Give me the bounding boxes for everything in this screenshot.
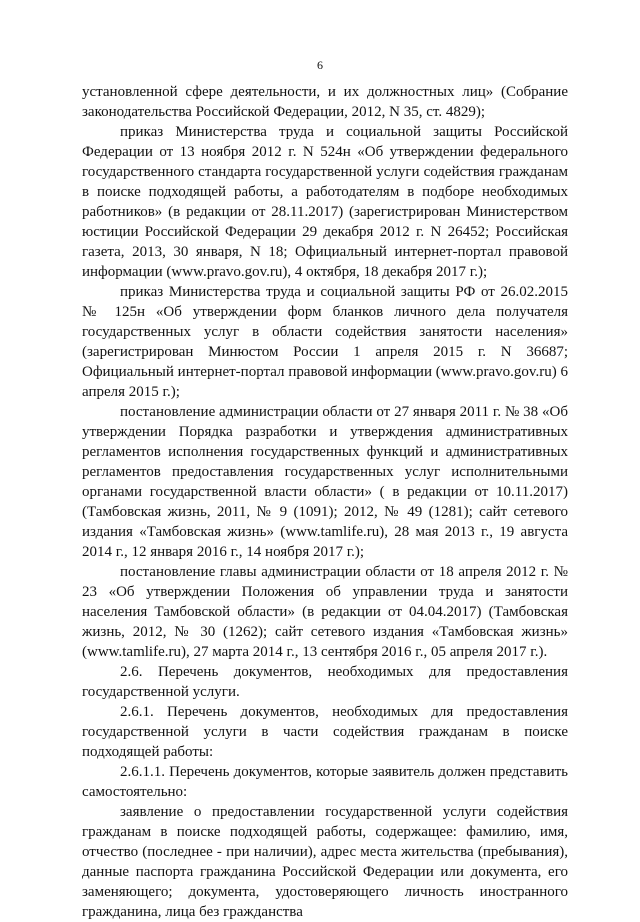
section-heading-2-6: 2.6. Перечень документов, необходимых для предоставления государственной услуги.	[82, 664, 568, 700]
paragraph-application-content: заявление о предоставлении государственной услуги содействия гражданам в поиске подходящей работы, содержащее: фамилию, имя, отчество (последнее - при наличии), адрес места жительства (пребывания), данные паспорта гражданина Российской Федерации или документа, его заменяющего; документа, удостоверяющего личность иностранного гражданина, лица без гражданства	[82, 804, 568, 920]
paragraph-order-524n: приказ Министерства труда и социальной защиты Российской Федерации от 13 ноября 2012 г. N 524н «Об утверждении федерального государственного стандарта государственной услуги содействия гражданам в поиске подходящей работы, а работодателям в подборе необходимых работников» (в редакции от 28.11.2017) (зарегистрирован Министерством юстиции Российской Федерации 29 декабря 2012 г. N 26452; Российская газета, 2013, 30 января, N 18; Официальный интернет-портал правовой информации (www.pravo.gov.ru), 4 октября, 18 декабря 2017 г.);	[82, 124, 568, 280]
paragraph-resolution-23: постановление главы администрации области от 18 апреля 2012 г. № 23 «Об утверждении Положения об управлении труда и занятости населения Тамбовской области» (в редакции от 04.04.2017) (Тамбовская жизнь, 2012, № 30 (1262); сайт сетевого издания «Тамбовская жизнь» (www.tamlife.ru), 27 марта 2014 г., 13 сентября 2016 г., 05 апреля 2017 г.).	[82, 564, 568, 660]
document-body	[82, 82, 568, 922]
section-heading-2-6-1: 2.6.1. Перечень документов, необходимых для предоставления государственной услуги в части содействия гражданам в поиске подходящей работы:	[82, 704, 568, 760]
paragraph-legislation-collection: установленной сфере деятельности, и их должностных лиц» (Собрание законодательства Российской Федерации, 2012, N 35, ст. 4829);	[82, 84, 568, 120]
page-number: 6	[317, 58, 323, 72]
section-heading-2-6-1-1: 2.6.1.1. Перечень документов, которые заявитель должен представить самостоятельно:	[82, 764, 568, 800]
paragraph-resolution-38: постановление администрации области от 27 января 2011 г. № 38 «Об утверждении Порядка разработки и утверждения административных регламентов исполнения государственных функций и административных регламентов предоставления государственных услуг исполнительными органами государственной власти области» ( в редакции от 10.11.2017) (Тамбовская жизнь, 2011, № 9 (1091); 2012, № 49 (1281); сайт сетевого издания «Тамбовская жизнь» (www.tamlife.ru), 28 мая 2013 г., 19 августа 2014 г., 12 января 2016 г., 14 ноября 2017 г.);	[82, 404, 568, 560]
paragraph-order-125n: приказ Министерства труда и социальной защиты РФ от 26.02.2015 № 125н «Об утверждении форм бланков личного дела получателя государственных услуг в области содействия занятости населения» (зарегистрирован Минюстом России 1 апреля 2015 г. N 36687; Официальный интернет-портал правовой информации (www.pravo.gov.ru) 6 апреля 2015 г.);	[82, 284, 568, 400]
